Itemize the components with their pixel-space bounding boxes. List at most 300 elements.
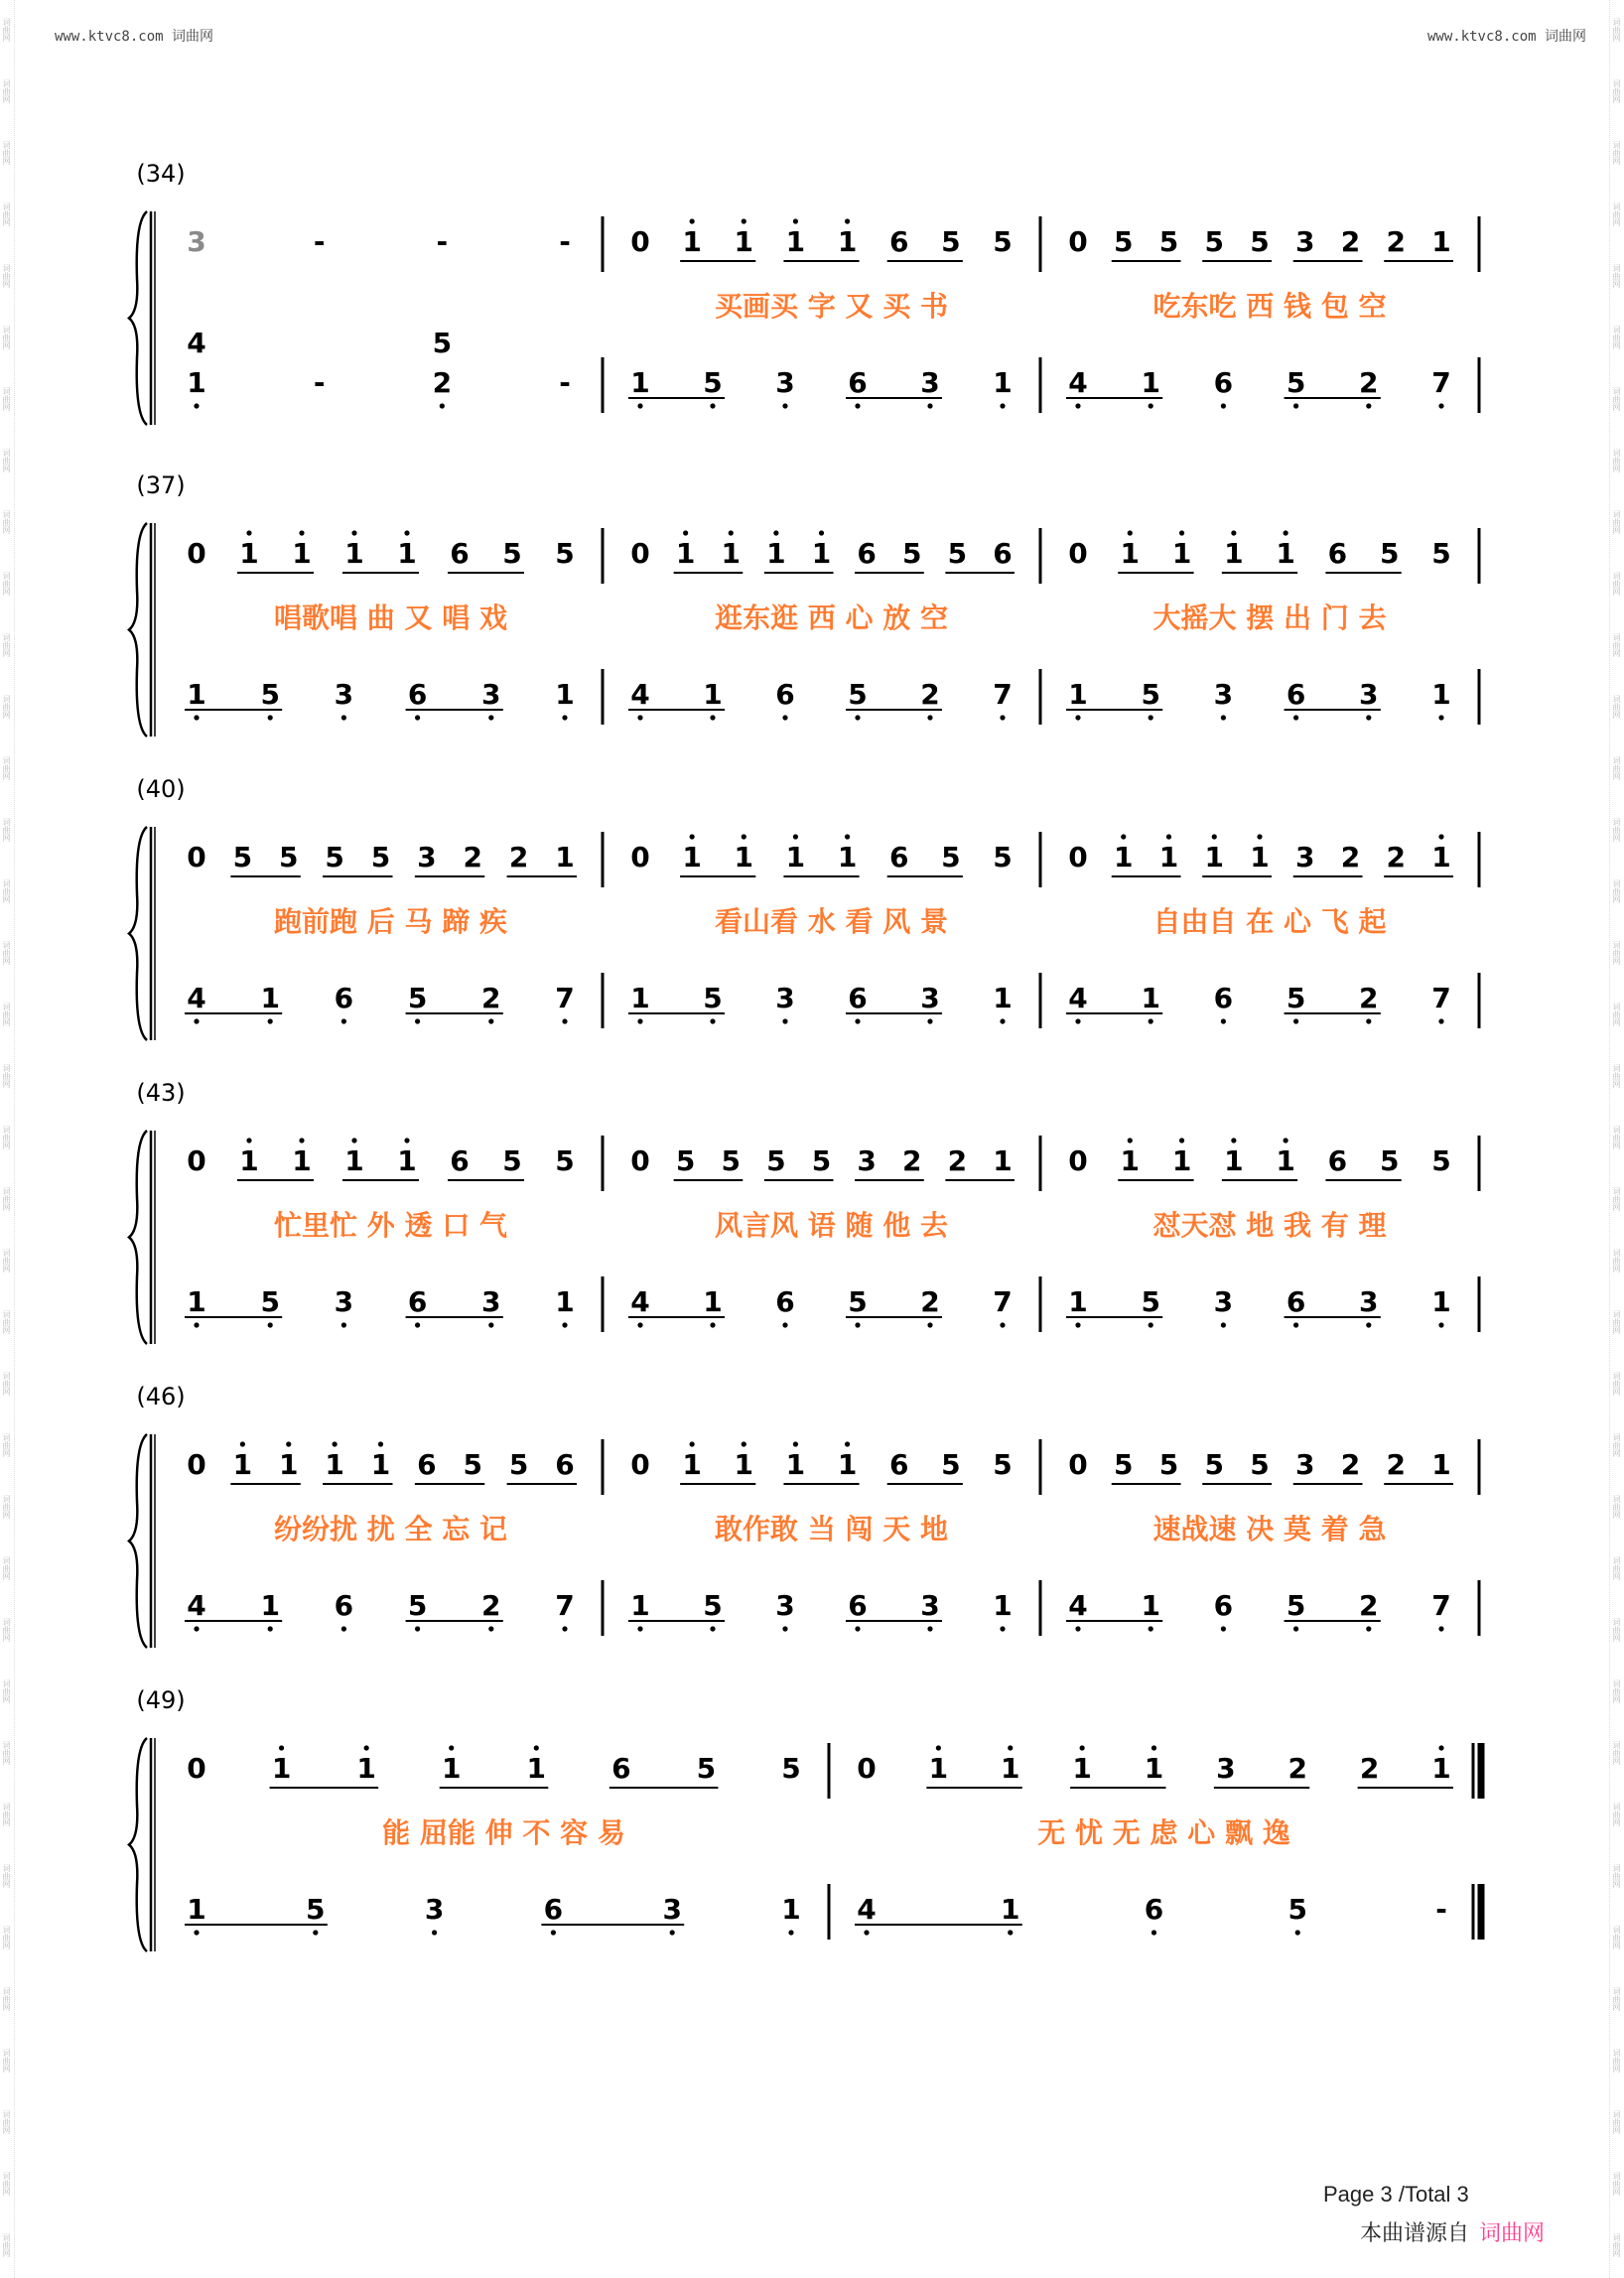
bass-note: 6	[848, 982, 868, 1014]
high-octave-dot	[364, 1745, 369, 1750]
melody-note: 1	[397, 1144, 417, 1177]
bass-note: 1	[555, 678, 575, 711]
melody-note: 0	[1068, 537, 1088, 570]
melody-note: 1	[292, 537, 312, 570]
watermark-glyph: 词曲网	[1612, 18, 1621, 42]
melody-note: 2	[463, 841, 482, 873]
bass-note: 1	[630, 366, 650, 399]
melody-note: 1	[1431, 225, 1451, 258]
watermark-glyph: 词曲网	[1612, 1803, 1621, 1826]
bass-note: 3	[920, 982, 940, 1014]
low-octave-dot	[1438, 403, 1443, 408]
melody-note: 1	[837, 841, 858, 873]
watermark-glyph: 词曲网	[1612, 879, 1621, 903]
high-octave-dot	[1231, 530, 1236, 535]
measure-number: (43)	[136, 1079, 186, 1107]
watermark-glyph: 词曲网	[1612, 1310, 1621, 1334]
bass-note: 6	[1144, 1893, 1164, 1926]
melody-note: 0	[630, 841, 650, 873]
watermark-glyph: 词曲网	[2, 1679, 11, 1703]
high-octave-dot	[240, 1441, 245, 1446]
melody-note: 5	[555, 537, 575, 570]
high-octave-dot	[690, 834, 695, 839]
bass-note: 5	[1287, 1893, 1307, 1926]
melody-note: 1	[397, 537, 417, 570]
low-octave-dot	[782, 715, 787, 720]
low-octave-dot	[551, 1930, 556, 1935]
low-octave-dot	[782, 403, 787, 408]
lyric-line: 风言风 语 随 他 去	[715, 1209, 948, 1242]
high-octave-dot	[683, 530, 688, 535]
watermark-glyph: 词曲网	[1612, 1679, 1621, 1703]
bass-note: 1	[260, 1589, 280, 1622]
melody-note: 1	[837, 225, 858, 258]
melody-note: 0	[1068, 225, 1088, 258]
low-octave-dot	[415, 1322, 420, 1327]
low-octave-dot	[1075, 1626, 1080, 1631]
bass-note: 6	[1286, 678, 1306, 711]
bass-note: 6	[775, 678, 795, 711]
melody-note: 1	[1276, 1144, 1295, 1177]
bass-note: 7	[1431, 982, 1451, 1014]
high-octave-dot	[279, 1745, 284, 1750]
low-octave-dot	[782, 1322, 787, 1327]
melody-note: 1	[271, 1752, 292, 1785]
lyric-line: 大摇大 摆 出 门 去	[1152, 602, 1387, 634]
melody-note: 5	[1158, 225, 1179, 258]
low-octave-dot	[488, 1322, 493, 1327]
watermark-glyph: 词曲网	[2, 633, 11, 657]
low-octave-dot	[194, 1322, 199, 1327]
low-octave-dot	[710, 1322, 715, 1327]
low-octave-dot	[194, 1930, 199, 1935]
melody-note: 5	[1379, 537, 1400, 570]
watermark-glyph: 词曲网	[1612, 79, 1621, 103]
low-octave-dot	[1438, 1626, 1443, 1631]
melody-note: 0	[1068, 1448, 1088, 1481]
melody-note: 5	[1114, 225, 1134, 258]
bass-note: 7	[1431, 366, 1451, 399]
bass-note: 3	[481, 1285, 501, 1318]
bass-note: 1	[1431, 678, 1451, 711]
system-brace	[129, 523, 147, 737]
bass-note: 5	[1286, 982, 1306, 1014]
low-octave-dot	[637, 1626, 642, 1631]
lyric-line: 自由自 在 心 飞 起	[1152, 905, 1387, 938]
watermark-glyph: 词曲网	[1612, 449, 1621, 472]
watermark-glyph: 词曲网	[2, 1372, 11, 1396]
low-octave-dot	[855, 1626, 860, 1631]
low-octave-dot	[1149, 403, 1153, 408]
bass-note: 1	[703, 1285, 723, 1318]
melody-note: 5	[1431, 1144, 1451, 1177]
bass-note: 3	[1359, 1285, 1379, 1318]
watermark-glyph: 词曲网	[1612, 2233, 1621, 2257]
bass-note: 6	[1213, 1589, 1234, 1622]
melody-note: 6	[417, 1448, 437, 1481]
watermark-glyph: 词曲网	[2, 756, 11, 780]
melody-note: 3	[1295, 841, 1315, 873]
low-octave-dot	[1221, 1322, 1226, 1327]
measure-number: (34)	[136, 160, 186, 188]
melody-note: 1	[1171, 1144, 1192, 1177]
watermark-glyph: 词曲网	[2, 1618, 11, 1642]
melody-note: 2	[902, 1144, 922, 1177]
low-octave-dot	[341, 1626, 346, 1631]
low-octave-dot	[268, 715, 273, 720]
melody-note: 1	[928, 1752, 949, 1785]
high-octave-dot	[742, 1441, 746, 1446]
bass-note: 3	[920, 366, 940, 399]
melody-note: 3	[1216, 1752, 1236, 1785]
low-octave-dot	[432, 1930, 437, 1935]
watermark-glyph: 词曲网	[1612, 1495, 1621, 1519]
bass-note: 5	[1286, 1589, 1306, 1622]
low-octave-dot	[855, 403, 860, 408]
low-octave-dot	[194, 403, 199, 408]
bass-note: 4	[857, 1893, 877, 1926]
melody-note: 1	[1158, 841, 1179, 873]
bass-note: 1	[1141, 1589, 1160, 1622]
low-octave-dot	[1293, 1626, 1298, 1631]
melody-note: 1	[682, 225, 702, 258]
melody-note: -	[436, 225, 449, 258]
lyric-line: 吃东吃 西 钱 包 空	[1152, 290, 1387, 323]
melody-note: 5	[279, 841, 299, 873]
melody-note: 2	[508, 841, 529, 873]
bass-note: 5	[407, 982, 428, 1014]
bass-note: 7	[993, 678, 1013, 711]
melody-note: 6	[888, 841, 909, 873]
melody-note: 5	[1204, 225, 1224, 258]
watermark-glyph: 词曲网	[2, 1064, 11, 1088]
bass-note: 2	[920, 678, 940, 711]
melody-note: 5	[1250, 225, 1270, 258]
low-octave-dot	[1151, 1930, 1156, 1935]
bass-note: 4	[1068, 1589, 1088, 1622]
melody-note: 1	[811, 537, 832, 570]
bass-note: 1	[703, 678, 723, 711]
source-site-link[interactable]: 词曲网	[1479, 2220, 1546, 2245]
melody-note: 0	[187, 537, 206, 570]
high-octave-dot	[351, 530, 356, 535]
melody-note: 3	[187, 225, 206, 258]
watermark-glyph: 词曲网	[2, 1003, 11, 1026]
bass-note: 1	[187, 1893, 206, 1926]
low-octave-dot	[1221, 403, 1226, 408]
low-octave-dot	[1293, 715, 1298, 720]
low-octave-dot	[415, 715, 420, 720]
low-octave-dot	[855, 715, 860, 720]
high-octave-dot	[793, 834, 798, 839]
watermark-glyph: 词曲网	[1612, 572, 1621, 596]
high-octave-dot	[246, 1138, 251, 1142]
bass-note: 3	[481, 678, 501, 711]
low-octave-dot	[415, 1626, 420, 1631]
melody-note: 3	[417, 841, 437, 873]
bass-note: -	[1435, 1893, 1447, 1926]
melody-note: 1	[1224, 537, 1244, 570]
low-octave-dot	[415, 1018, 420, 1023]
bass-note: 7	[1431, 1589, 1451, 1622]
melody-note: 1	[1120, 537, 1141, 570]
watermark-glyph: 词曲网	[1612, 1618, 1621, 1642]
bass-note: 2	[1359, 982, 1379, 1014]
bass-note: 5	[1286, 366, 1306, 399]
high-octave-dot	[1151, 1745, 1156, 1750]
melody-note: 1	[785, 1448, 806, 1481]
low-octave-dot	[488, 715, 493, 720]
watermark-glyph: 词曲网	[2, 879, 11, 903]
melody-note: 1	[555, 841, 575, 873]
melody-note: 2	[1287, 1752, 1307, 1785]
melody-note: 1	[1171, 537, 1192, 570]
melody-note: 5	[1250, 1448, 1270, 1481]
low-octave-dot	[341, 715, 346, 720]
bass-note: 4	[187, 982, 206, 1014]
watermark-glyph: 词曲网	[2, 2049, 11, 2073]
high-octave-dot	[351, 1138, 356, 1142]
watermark-glyph: 词曲网	[1612, 1003, 1621, 1026]
low-octave-dot	[855, 1322, 860, 1327]
low-octave-dot	[194, 1018, 199, 1023]
system-brace	[129, 211, 147, 425]
low-octave-dot	[710, 403, 715, 408]
low-octave-dot	[1000, 1626, 1005, 1631]
high-octave-dot	[1008, 1745, 1013, 1750]
bass-note: 5	[407, 1589, 428, 1622]
bass-note: 6	[1213, 982, 1234, 1014]
bass-note: 2	[481, 1589, 501, 1622]
lyric-line: 怼天怼 地 我 有 理	[1152, 1209, 1387, 1242]
watermark-glyph: 词曲网	[2, 1987, 11, 2011]
low-octave-dot	[1366, 403, 1371, 408]
low-octave-dot	[782, 1018, 787, 1023]
watermark-glyph: 词曲网	[1612, 633, 1621, 657]
header-site-left[interactable]: www.ktvc8.com 词曲网	[55, 29, 214, 45]
high-octave-dot	[404, 530, 409, 535]
melody-note: 5	[1431, 537, 1451, 570]
bass-note: 6	[848, 1589, 868, 1622]
watermark-glyph: 词曲网	[1612, 2049, 1621, 2073]
low-octave-dot	[194, 715, 199, 720]
bass-note: 5	[260, 1285, 280, 1318]
page-indicator: Page 3 /Total 3	[1323, 2182, 1469, 2207]
melody-note: 3	[1295, 1448, 1315, 1481]
melody-note: 5	[941, 225, 961, 258]
system-brace	[129, 1434, 147, 1648]
lyric-line: 逛东逛 西 心 放 空	[715, 602, 948, 634]
system-brace	[129, 1131, 147, 1344]
melody-note: 0	[187, 1448, 206, 1481]
high-octave-dot	[1179, 530, 1184, 535]
melody-note: 5	[902, 537, 922, 570]
high-octave-dot	[936, 1745, 941, 1750]
high-octave-dot	[793, 1441, 798, 1446]
melody-note: 5	[1158, 1448, 1179, 1481]
watermark-glyph: 词曲网	[1612, 2172, 1621, 2196]
low-octave-dot	[1149, 1018, 1153, 1023]
watermark-glyph: 词曲网	[2, 2233, 11, 2257]
melody-note: 1	[292, 1144, 312, 1177]
watermark-glyph: 词曲网	[2, 1249, 11, 1273]
melody-note: 6	[888, 225, 909, 258]
bass-note: 1	[630, 1589, 650, 1622]
low-octave-dot	[927, 1626, 932, 1631]
bass-note: 4	[1068, 982, 1088, 1014]
high-octave-dot	[729, 530, 734, 535]
melody-note: 1	[721, 537, 741, 570]
watermark-glyph: 词曲网	[1612, 326, 1621, 349]
source-label: 本曲谱源自	[1360, 2220, 1470, 2245]
bass-note: 4	[187, 1589, 206, 1622]
melody-note: 0	[187, 1752, 206, 1785]
bass-note: 1	[187, 678, 206, 711]
low-octave-dot	[864, 1930, 869, 1935]
melody-note: 1	[232, 1448, 253, 1481]
melody-note: 1	[526, 1752, 547, 1785]
melody-note: 0	[1068, 1144, 1088, 1177]
melody-note: 0	[630, 1448, 650, 1481]
system-brace	[129, 827, 147, 1040]
bass-note: 5	[1141, 1285, 1160, 1318]
bass-note: -	[559, 366, 571, 399]
watermark-glyph: 词曲网	[1612, 510, 1621, 534]
bass-note: 5	[703, 366, 723, 399]
melody-note: 1	[344, 537, 364, 570]
melody-note: 1	[1431, 1448, 1451, 1481]
melody-note: 0	[630, 1144, 650, 1177]
bass-note: 7	[555, 1589, 575, 1622]
watermark-glyph: 词曲网	[2, 572, 11, 596]
high-octave-dot	[1438, 1745, 1443, 1750]
measure-number: (49)	[136, 1686, 186, 1714]
bass-note: 1	[630, 982, 650, 1014]
watermark-glyph: 词曲网	[2, 1310, 11, 1334]
melody-note: 5	[508, 1448, 529, 1481]
melody-note: 5	[993, 841, 1013, 873]
high-octave-dot	[449, 1745, 454, 1750]
bass-note: 5	[306, 1893, 326, 1926]
low-octave-dot	[637, 403, 642, 408]
bass-note: 3	[1213, 678, 1234, 711]
high-octave-dot	[404, 1138, 409, 1142]
melody-note: 1	[441, 1752, 462, 1785]
high-octave-dot	[378, 1441, 383, 1446]
melody-note: 1	[837, 1448, 858, 1481]
bass-note: 1	[993, 982, 1013, 1014]
low-octave-dot	[268, 1018, 273, 1023]
bass-upper-note: 4	[187, 327, 206, 359]
low-octave-dot	[637, 1018, 642, 1023]
melody-note: 3	[1295, 225, 1315, 258]
high-octave-dot	[1179, 1138, 1184, 1142]
melody-note: 1	[1114, 841, 1134, 873]
melody-note: 0	[630, 225, 650, 258]
bass-note: 6	[775, 1285, 795, 1318]
low-octave-dot	[1293, 1322, 1298, 1327]
low-octave-dot	[268, 1626, 273, 1631]
measure-number: (46)	[136, 1383, 186, 1410]
high-octave-dot	[1231, 1138, 1236, 1142]
low-octave-dot	[1221, 1018, 1226, 1023]
bass-note: 3	[662, 1893, 682, 1926]
melody-note: 1	[344, 1144, 364, 1177]
watermark-glyph: 词曲网	[2, 510, 11, 534]
high-octave-dot	[1128, 1138, 1133, 1142]
melody-note: 1	[356, 1752, 376, 1785]
low-octave-dot	[927, 715, 932, 720]
melody-note: 5	[811, 1144, 832, 1177]
low-octave-dot	[1438, 1322, 1443, 1327]
watermark-glyph: 词曲网	[2, 2110, 11, 2134]
watermark-glyph: 词曲网	[1612, 264, 1621, 288]
high-octave-dot	[742, 834, 746, 839]
melody-note: 0	[187, 1144, 206, 1177]
melody-note: 1	[1276, 537, 1295, 570]
melody-note: 1	[1072, 1752, 1092, 1785]
melody-note: 2	[1386, 841, 1406, 873]
melody-note: 2	[1340, 225, 1361, 258]
watermark-glyph: 词曲网	[2, 1495, 11, 1519]
low-octave-dot	[927, 403, 932, 408]
low-octave-dot	[637, 1322, 642, 1327]
melody-note: 5	[502, 1144, 522, 1177]
watermark-glyph: 词曲网	[1612, 818, 1621, 842]
melody-note: 1	[785, 841, 806, 873]
melody-note: 2	[947, 1144, 968, 1177]
watermark-glyph: 词曲网	[2, 1556, 11, 1580]
bass-note: 2	[1359, 1589, 1379, 1622]
lyric-line: 敢作敢 当 闯 天 地	[715, 1513, 948, 1545]
high-octave-dot	[742, 218, 746, 223]
bass-note: 2	[481, 982, 501, 1014]
melody-note: 1	[734, 841, 754, 873]
high-octave-dot	[845, 1441, 850, 1446]
bass-note: 6	[334, 982, 354, 1014]
watermark-glyph: 词曲网	[2, 2172, 11, 2196]
low-octave-dot	[488, 1018, 493, 1023]
header-site-right[interactable]: www.ktvc8.com 词曲网	[1426, 29, 1586, 45]
melody-note: 5	[1204, 1448, 1224, 1481]
bass-note: 1	[1431, 1285, 1451, 1318]
melody-note: 6	[611, 1752, 631, 1785]
bass-note: 4	[630, 678, 650, 711]
bass-note: 5	[848, 1285, 868, 1318]
melody-note: 1	[1204, 841, 1224, 873]
bass-note: 1	[260, 982, 280, 1014]
low-octave-dot	[1075, 403, 1080, 408]
melody-note: 1	[325, 1448, 344, 1481]
watermark-glyph: 词曲网	[2, 326, 11, 349]
bass-note: 3	[334, 678, 354, 711]
bass-note: 4	[630, 1285, 650, 1318]
melody-note: 6	[857, 537, 877, 570]
melody-note: 1	[370, 1448, 391, 1481]
low-octave-dot	[927, 1322, 932, 1327]
high-octave-dot	[333, 1441, 338, 1446]
high-octave-dot	[299, 530, 304, 535]
bass-note: 6	[543, 1893, 564, 1926]
watermark-glyph: 词曲网	[1612, 1126, 1621, 1149]
low-octave-dot	[313, 1930, 318, 1935]
low-octave-dot	[1075, 1018, 1080, 1023]
bass-note: 1	[1068, 1285, 1088, 1318]
watermark-glyph: 词曲网	[2, 818, 11, 842]
bass-note: 1	[187, 366, 206, 399]
melody-note: 5	[370, 841, 391, 873]
bass-note: 3	[775, 1589, 795, 1622]
